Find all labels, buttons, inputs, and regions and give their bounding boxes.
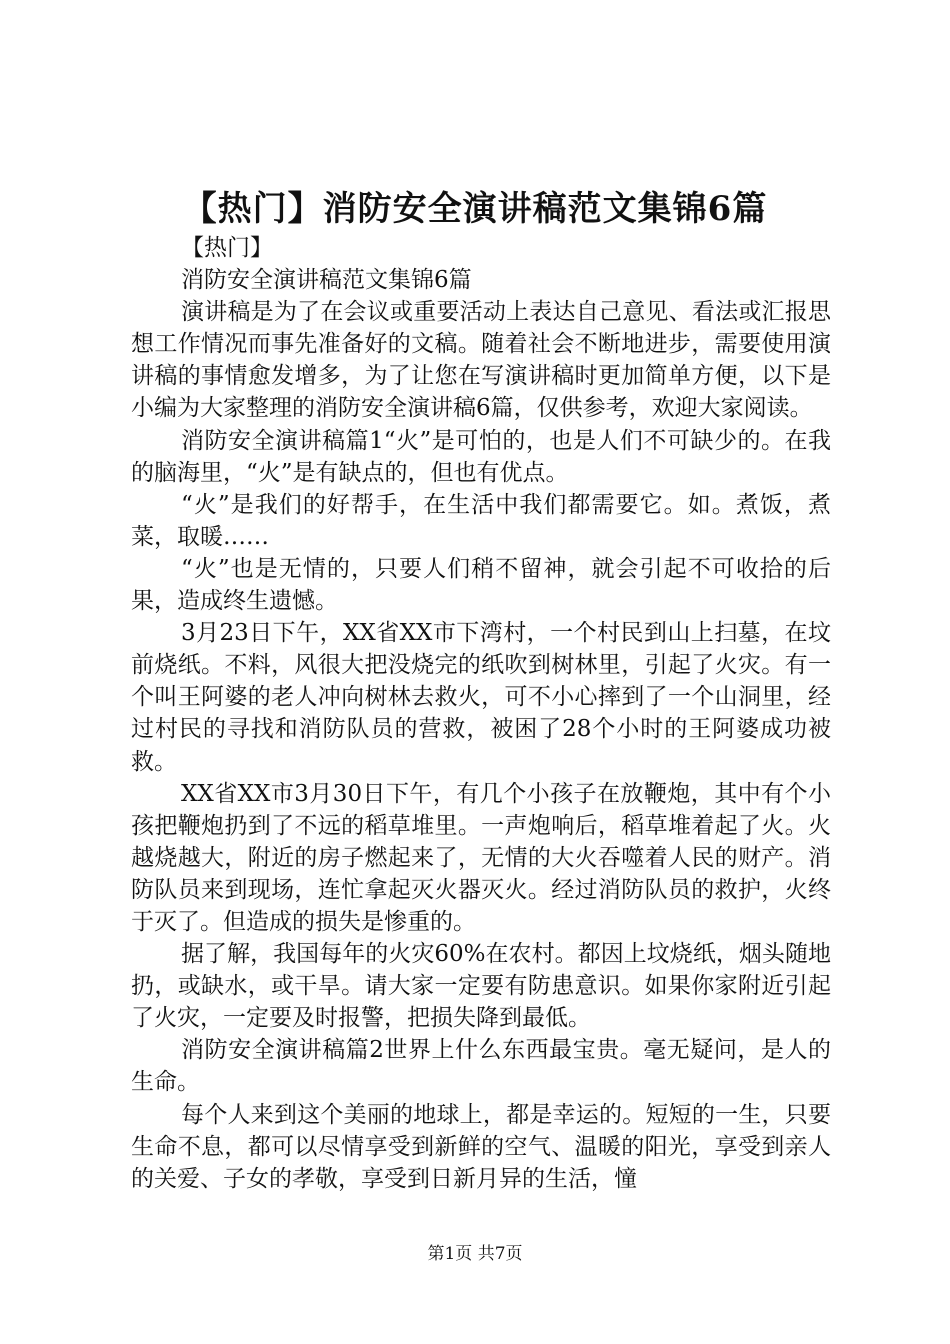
paragraph-incident-2: XX省XX市3月30日下午，有几个小孩子在放鞭炮，其中有个小孩把鞭炮扔到了不远的稻草堆里。一声炮响后，稻草堆着起了火。火越烧越大，附近的房子燃起来了，无情的大火吞噬着人民的财产。消防队员来到现场，连忙拿起灭火器灭火。经过消防队员的救护，火终于灭了。但造成的损失是惨重的。 (131, 780, 831, 935)
page-footer: 第1页 共7页 (427, 1244, 523, 1264)
paragraph-fire-helper: “火”是我们的好帮手，在生活中我们都需要它。如。煮饭，煮菜，取暖…… (131, 491, 831, 550)
paragraph-speech-2-opening: 消防安全演讲稿篇2世界上什么东西最宝贵。毫无疑问，是人的生命。 (131, 1037, 831, 1096)
paragraph-incident-1: 3月23日下午，XX省XX市下湾村，一个村民到山上扫墓，在坟前烧纸。不料，风很大把没烧完的纸吹到树林里，引起了火灾。有一个叫王阿婆的老人冲向树林去救火，可不小心摔到了一个山洞里，经过村民的寻找和消防队员的营救，被困了28个小时的王阿婆成功被救。 (131, 620, 831, 775)
document-body (131, 232, 831, 1195)
paragraph-speech-1-opening: 消防安全演讲稿篇1“火”是可怕的，也是人们不可缺少的。在我的脑海里，“火”是有缺点的，但也有优点。 (131, 427, 831, 486)
paragraph-statistics: 据了解，我国每年的火灾60%在农村。都因上坟烧纸，烟头随地扔，或缺水，或干旱。请大家一定要有防患意识。如果你家附近引起了火灾，一定要及时报警，把损失降到最低。 (131, 941, 831, 1032)
paragraph-life: 每个人来到这个美丽的地球上，都是幸运的。短短的一生，只要生命不息，都可以尽情享受到新鲜的空气、温暖的阳光，享受到亲人的关爱、子女的孝敬，享受到日新月异的生活，憧 (131, 1101, 831, 1192)
paragraph-intro: 演讲稿是为了在会议或重要活动上表达自己意见、看法或汇报思想工作情况而事先准备好的文稿。随着社会不断地进步，需要使用演讲稿的事情愈发增多，为了让您在写演讲稿时更加简单方便，以下是小编为大家整理的消防安全演讲稿6篇，仅供参考，欢迎大家阅读。 (131, 299, 831, 422)
paragraph-fire-ruthless: “火”也是无情的，只要人们稍不留神，就会引起不可收拾的后果，造成终生遗憾。 (131, 555, 831, 615)
document-title: 【热门】消防安全演讲稿范文集锦6篇 (182, 189, 768, 229)
paragraph-tag: 【热门】 (181, 235, 273, 261)
paragraph-subtitle: 消防安全演讲稿范文集锦6篇 (181, 267, 472, 294)
